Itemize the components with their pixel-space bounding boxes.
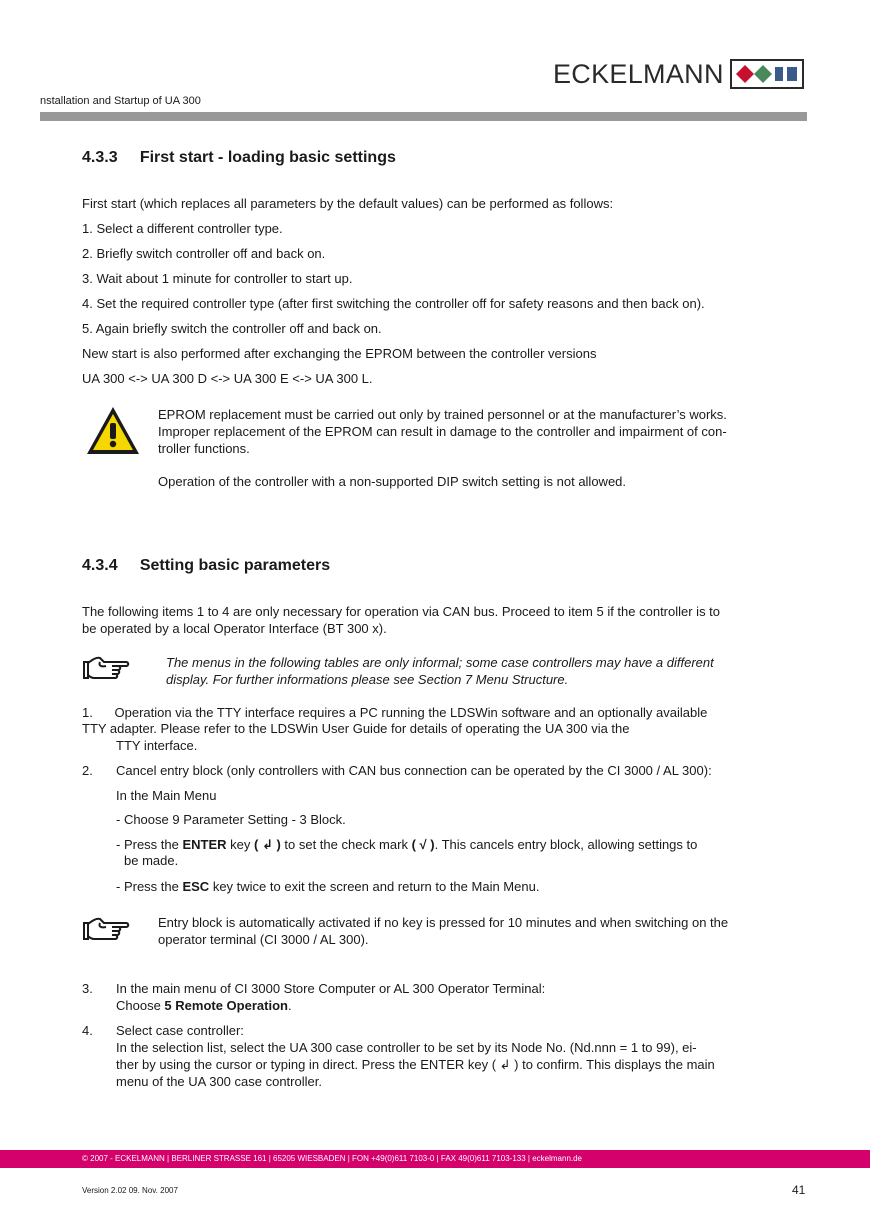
item-2-sub-3-line-2: be made. xyxy=(124,853,179,868)
section-434-title: 4.3.4 Setting basic parameters xyxy=(82,557,331,574)
item-2-sub-3-post: . This cancels entry block, allowing settings to xyxy=(434,837,698,852)
page-number: 41 xyxy=(792,1183,806,1197)
item-2-sub-3-mid: key xyxy=(226,837,254,852)
pointing-hand-icon xyxy=(82,654,130,685)
footer-bar xyxy=(0,1150,870,1168)
item-3-line-1: In the main menu of CI 3000 Store Computer or AL 300 Operator Terminal: xyxy=(116,981,546,996)
version-chain: UA 300 <-> UA 300 D <-> UA 300 E <-> UA 300 L. xyxy=(82,371,373,386)
hint-2-line-2: operator terminal (CI 3000 / AL 300). xyxy=(158,932,369,947)
step-3: 3. Wait about 1 minute for controller to start up. xyxy=(82,271,353,286)
esc-key-label: ESC xyxy=(182,879,210,894)
item-1-line-1: 1. Operation via the TTY interface requires a PC running the LDSWin software and an optionally available xyxy=(82,705,708,720)
item-4-line-1: Select case controller: xyxy=(116,1023,244,1038)
item-4-number: 4. xyxy=(82,1023,93,1038)
new-start-note: New start is also performed after exchanging the EPROM between the controller versions xyxy=(82,346,597,361)
item-3-line-2-pre: Choose xyxy=(116,998,165,1013)
item-3-number: 3. xyxy=(82,981,93,996)
item-2-sub-4-pre: - Press the xyxy=(116,879,183,894)
eckelmann-logo xyxy=(553,58,804,90)
warning-line-4: Operation of the controller with a non-supported DIP switch setting is not allowed. xyxy=(158,474,627,489)
item-2-sub-2: - Choose 9 Parameter Setting - 3 Block. xyxy=(116,812,346,827)
footer-address: © 2007 - ECKELMANN | BERLINER STRASSE 161 | 65205 WIESBADEN | FON +49(0)611 7103-0 | FAX 49(0)611 7103-133 | eckelmann.de xyxy=(82,1154,583,1163)
section-434-intro-2: be operated by a local Operator Interface (BT 300 x). xyxy=(82,621,387,636)
logo-marks-icon xyxy=(730,59,804,89)
item-2-number: 2. xyxy=(82,763,93,778)
warning-line-3: troller functions. xyxy=(158,441,250,456)
hint-1-line-2: display. For further informations please see Section 7 Menu Structure. xyxy=(166,672,569,687)
remote-operation-label: 5 Remote Operation xyxy=(164,998,288,1013)
item-4-line-4: menu of the UA 300 case controller. xyxy=(116,1074,322,1089)
check-mark-symbol: ( √ ) xyxy=(411,837,435,852)
section-label: nstallation and Startup of UA 300 xyxy=(40,95,201,107)
hint-2-line-1: Entry block is automatically activated if no key is pressed for 10 minutes and when switching on the xyxy=(158,915,729,930)
enter-symbol: ( ↲ ) xyxy=(254,837,281,852)
section-433-intro: First start (which replaces all parameters by the default values) can be performed as follows: xyxy=(82,196,614,211)
warning-line-2: Improper replacement of the EPROM can result in damage to the controller and impairment of con- xyxy=(158,424,727,439)
step-1: 1. Select a different controller type. xyxy=(82,221,283,236)
item-2-sub-3-pre: - Press the xyxy=(116,837,183,852)
logo-text: ECKELMANN xyxy=(553,58,724,89)
warning-icon xyxy=(85,405,141,462)
item-1-line-2: TTY adapter. Please refer to the LDSWin User Guide for details of operating the UA 300 via the xyxy=(82,721,630,736)
pointing-hand-icon xyxy=(82,915,130,946)
enter-key-label: ENTER xyxy=(182,837,227,852)
item-2-sub-3-mid2: to set the check mark xyxy=(280,837,412,852)
item-3-line-2-post: . xyxy=(287,998,292,1013)
warning-line-1: EPROM replacement must be carried out only by trained personnel or at the manufacturer’s works. xyxy=(158,407,727,422)
item-3-line-2 xyxy=(116,997,292,1014)
item-2-text: Cancel entry block (only controllers with CAN bus connection can be operated by the CI 3000 / AL 300): xyxy=(116,763,712,778)
step-5: 5. Again briefly switch the controller off and back on. xyxy=(82,321,382,336)
header-rule xyxy=(40,112,807,121)
item-2-sub-4 xyxy=(116,878,539,895)
section-433-title: 4.3.3 First start - loading basic settings xyxy=(82,149,396,166)
item-2-sub-1: In the Main Menu xyxy=(116,788,217,803)
item-2-sub-4-post: key twice to exit the screen and return to the Main Menu. xyxy=(209,879,540,894)
item-4-line-3: ther by using the cursor or typing in direct. Press the ENTER key ( ↲ ) to confirm. This displays the main xyxy=(116,1057,715,1072)
version-info: Version 2.02 09. Nov. 2007 xyxy=(82,1186,178,1195)
step-4: 4. Set the required controller type (after first switching the controller off for safety reasons and then back on). xyxy=(82,296,705,311)
item-1-line-3: TTY interface. xyxy=(116,738,198,753)
hint-1-line-1: The menus in the following tables are only informal; some case controllers may have a different xyxy=(166,655,714,670)
step-2: 2. Briefly switch controller off and back on. xyxy=(82,246,326,261)
item-4-line-2: In the selection list, select the UA 300 case controller to be set by its Node No. (Nd.nnn = 1 to 99), ei- xyxy=(116,1040,697,1055)
item-2-sub-3 xyxy=(116,836,697,853)
section-434-intro-1: The following items 1 to 4 are only necessary for operation via CAN bus. Proceed to item 5 if the controller is to xyxy=(82,604,721,619)
